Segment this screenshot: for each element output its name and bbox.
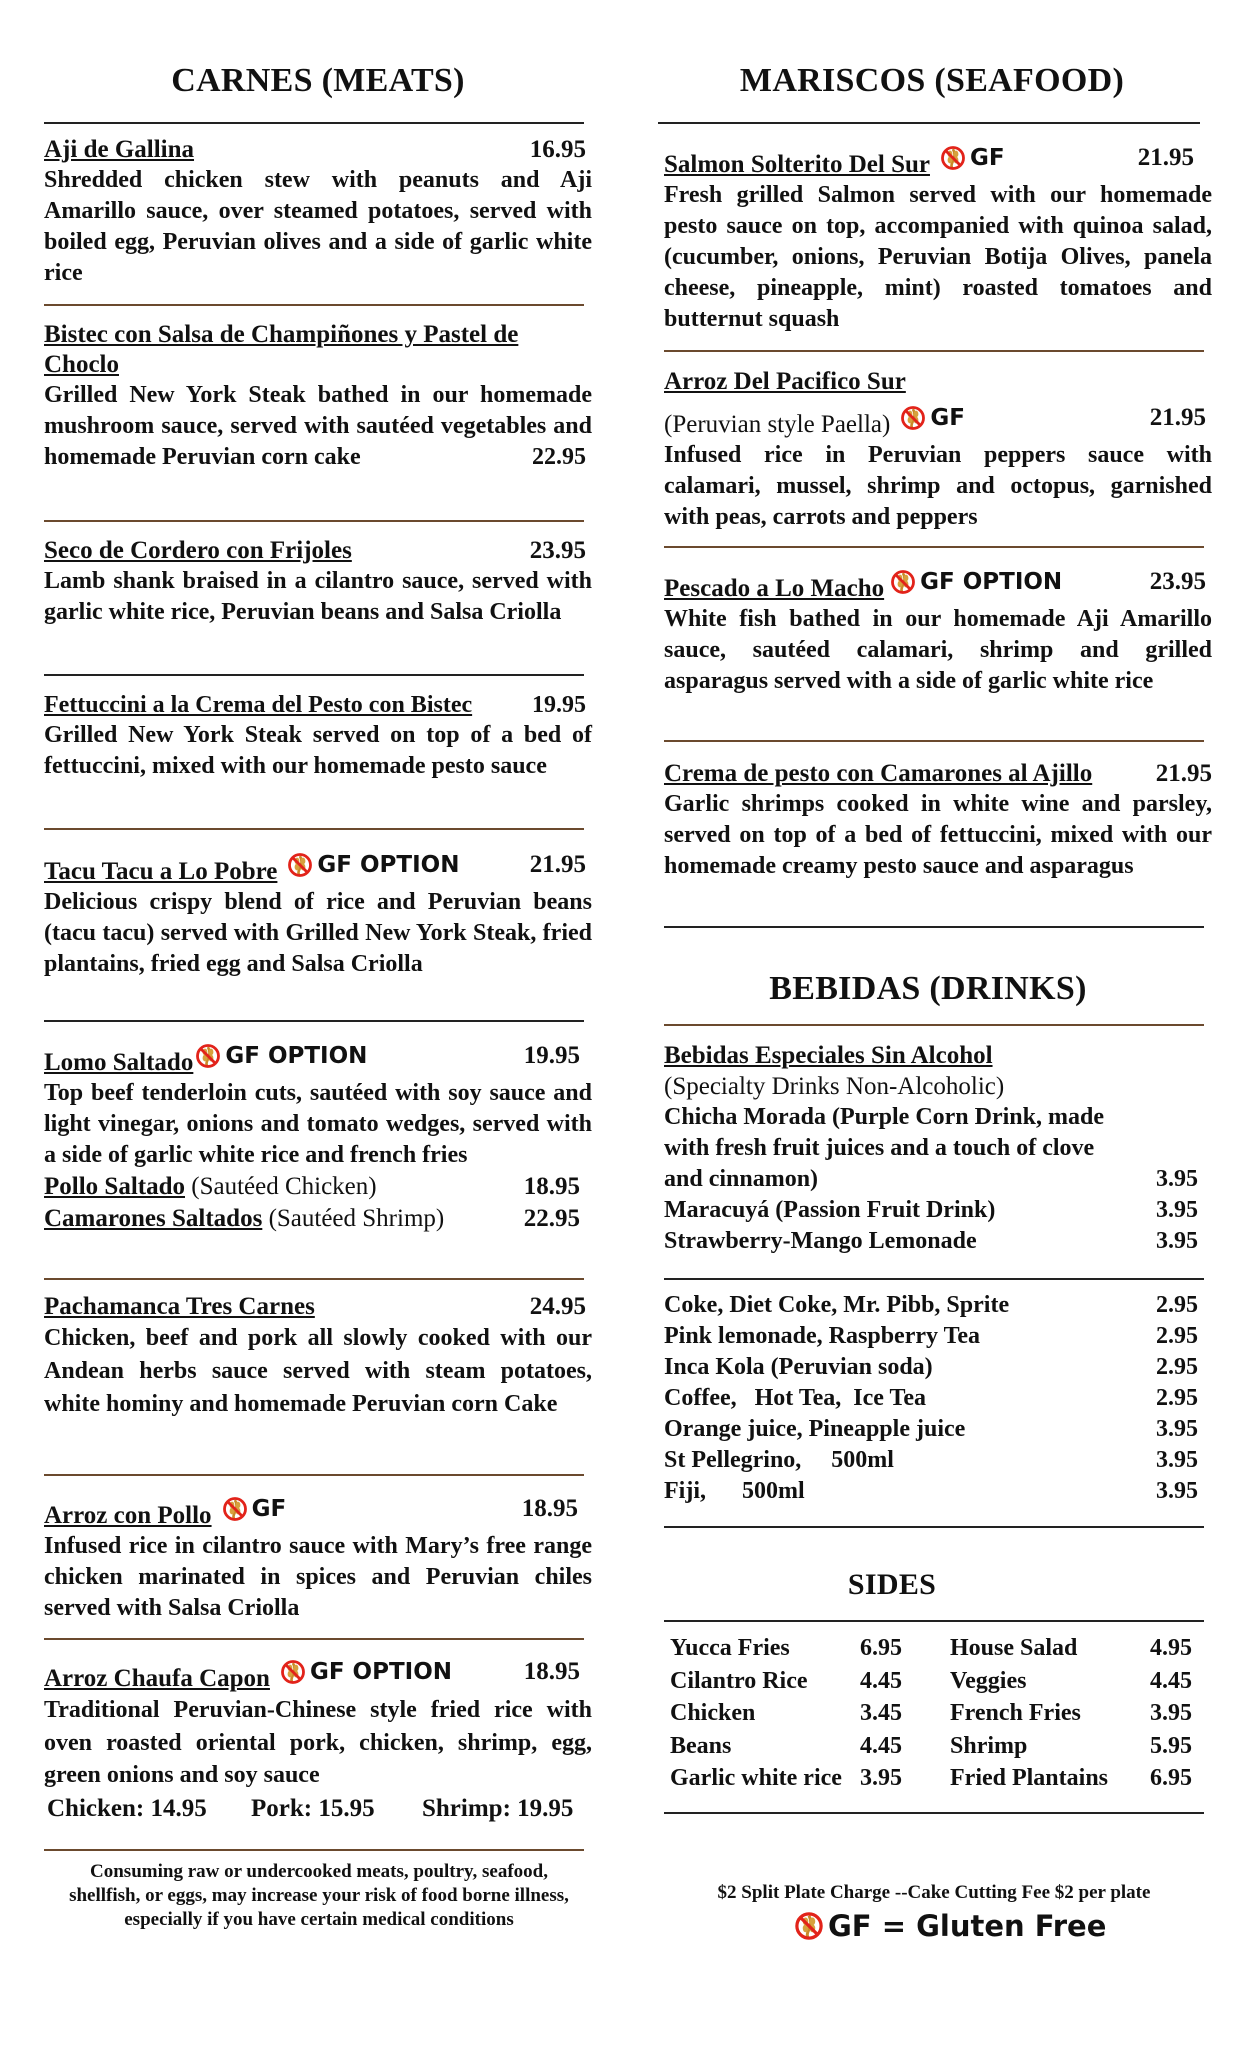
item-description: Infused rice in Peruvian peppers sauce with calamari, mussel, shrimp and octopus, garnished with peas, carrots and peppers [664,442,1212,530]
item-description: White fish bathed in our homemade Aji Amarillo sauce, sautéed calamari, shrimp and grilled asparagus served with a side of garlic white rice [664,606,1212,694]
sides-table [670,1632,1210,1795]
divider [44,828,584,830]
sides-row [670,1665,1210,1698]
item-price: 24.95 [529,1293,586,1320]
item-name: Bistec con Salsa de Champiñones y Pastel de Choclo [44,321,519,378]
side-name[interactable]: Fried Plantains [950,1765,1109,1791]
menu-item-arroz-con-pollo[interactable] [44,1494,592,1624]
menu-item-lomo-saltado[interactable] [44,1041,592,1235]
divider [44,304,584,306]
item-name: Salmon Solterito Del Sur [664,151,930,178]
gf-option-badge: GF OPTION [287,850,459,880]
drink-inca-kola[interactable]: Inca Kola (Peruvian soda) 2.95 [664,1354,1198,1380]
item-name: Crema de pesto con Camarones al Ajillo [664,760,1093,787]
no-gluten-icon [280,1659,306,1685]
gf-legend [794,1909,1106,1943]
side-name[interactable]: Beans [670,1732,732,1759]
side-price: 4.45 [860,1732,902,1759]
menu-item-seco-de-cordero[interactable] [44,536,592,628]
divider [664,1812,1204,1814]
item-price: 21.95 [1155,760,1212,787]
divider [664,1526,1204,1528]
item-description: Garlic shrimps cooked in white wine and parsley, served on top of a bed of fettuccini, mixed with our homemade creamy pesto sauce and asparagus [664,791,1212,879]
drink-chicha-morada[interactable]: and cinnamon) 3.95 [664,1166,1198,1192]
side-name[interactable]: French Fries [950,1700,1081,1726]
variant-camarones-saltados[interactable]: Camarones Saltados (Sautéed Shrimp) 22.95 [44,1205,580,1232]
drink-st-pellegrino[interactable]: St Pellegrino, 500ml 3.95 [664,1447,1198,1473]
item-description: Traditional Peruvian-Chinese style fried rice with oven roasted oriental pork, chicken, shrimp, egg, green onions and soy sauce [44,1697,592,1788]
item-name: Aji de Gallina [44,136,195,163]
regular-drinks [664,1290,1212,1507]
no-gluten-icon [940,145,966,171]
side-price: 6.95 [860,1635,902,1661]
no-gluten-icon [222,1496,248,1522]
divider [44,122,584,124]
divider [664,740,1204,742]
item-price: 19.95 [532,692,586,718]
side-price: 6.95 [1150,1765,1192,1791]
menu-item-tacu-tacu[interactable] [44,850,592,980]
gf-option-badge: GF OPTION [280,1657,452,1687]
menu-item-pachamanca[interactable] [44,1292,592,1421]
side-name[interactable]: Veggies [950,1667,1027,1694]
seafood-title: MARISCOS (SEAFOOD) [739,62,1125,99]
no-gluten-icon [287,852,313,878]
side-name[interactable]: House Salad [950,1635,1078,1661]
specialty-drinks-subtitle: (Specialty Drinks Non-Alcoholic) [664,1073,1005,1100]
side-name[interactable]: Yucca Fries [670,1635,790,1661]
item-price: 18.95 [521,1495,578,1522]
drink-chicha-morada-line-2[interactable]: with fresh fruit juices and a touch of clove [664,1135,1095,1161]
divider [44,1849,584,1851]
specialty-drinks-title: Bebidas Especiales Sin Alcohol [664,1042,993,1069]
variant-pollo-saltado[interactable]: Pollo Saltado (Sautéed Chicken) 18.95 [44,1173,580,1200]
divider [44,1020,584,1022]
drink-maracuya[interactable]: Maracuyá (Passion Fruit Drink) 3.95 [664,1197,1198,1223]
item-price: 21.95 [529,851,586,878]
item-name: Pescado a Lo Macho [664,575,885,602]
divider [664,1620,1204,1622]
item-name: Lomo Saltado [44,1049,194,1076]
side-name[interactable]: Garlic white rice [670,1765,842,1791]
item-name: Arroz Chaufa Capon [44,1665,270,1692]
side-price: 4.45 [1150,1667,1192,1694]
divider [44,674,584,676]
side-price: 4.95 [1150,1635,1192,1661]
item-description: Lamb shank braised in a cilantro sauce, served with garlic white rice, Peruvian beans and Salsa Criolla [44,568,592,625]
divider [664,926,1204,928]
item-description: Grilled New York Steak bathed in our homemade mushroom sauce, served with sautéed vegetables and homemade Peruvian corn cake [44,382,592,470]
item-price: 22.95 [532,444,586,470]
drink-lemonade-tea[interactable]: Pink lemonade, Raspberry Tea 2.95 [664,1323,1198,1349]
drinks-title: BEBIDAS (DRINKS) [769,970,1087,1007]
drink-sodas[interactable]: Coke, Diet Coke, Mr. Pibb, Sprite 2.95 [664,1292,1198,1318]
split-plate-charge: $2 Split Plate Charge --Cake Cutting Fee $2 per plate [717,1882,1151,1903]
gf-badge: GF [900,403,965,433]
no-gluten-icon [900,405,926,431]
item-price: 21.95 [1149,404,1206,431]
divider [664,546,1204,548]
side-price: 3.95 [1150,1700,1192,1726]
item-price: 21.95 [1137,144,1194,171]
divider [664,1278,1204,1280]
item-description: Chicken, beef and pork all slowly cooked with our Andean herbs sauce served with steam potatoes, white hominy and homemade Peruvian corn Cake [44,1325,592,1417]
item-subtitle: (Peruvian style Paella) [664,411,891,438]
menu-item-pescado-a-lo-macho[interactable] [664,567,1212,697]
gf-option-badge: GF OPTION [195,1041,367,1071]
side-price: 5.95 [1150,1732,1192,1759]
item-price: 19.95 [523,1042,580,1069]
side-price: 3.95 [860,1765,902,1791]
divider [44,1474,584,1476]
no-gluten-icon [794,1911,824,1941]
divider [658,122,1200,124]
no-gluten-icon [195,1043,221,1069]
item-description: Grilled New York Steak served on top of a bed of fettuccini, mixed with our homemade pesto sauce [44,722,592,779]
gf-badge: GF [222,1494,287,1524]
item-description: Infused rice in cilantro sauce with Mary’s free range chicken marinated in spices and Peruvian chiles served with Salsa Criolla [44,1533,592,1621]
side-price: 4.45 [860,1667,902,1694]
sides-title: SIDES [847,1568,937,1601]
menu-item-crema-de-pesto[interactable] [664,759,1212,882]
gf-option-badge: GF OPTION [890,567,1062,597]
item-name: Arroz con Pollo [44,1502,212,1529]
item-name: Arroz Del Pacifico Sur [664,368,906,395]
menu-item-aji-de-gallina[interactable] [44,135,592,289]
side-price: 3.45 [860,1700,902,1726]
sides-row [670,1697,1210,1730]
sides-row [670,1762,1210,1795]
item-name: Seco de Cordero con Frijoles [44,537,352,564]
divider [44,1278,584,1280]
item-name: Fettuccini a la Crema del Pesto con Bistec [44,692,473,718]
item-price: 23.95 [529,537,586,564]
divider [664,350,1204,352]
side-name[interactable]: Chicken [670,1700,756,1726]
item-description: Fresh grilled Salmon served with our homemade pesto sauce on top, accompanied with quinoa salad, (cucumber, onions, Peruvian Botija Olives, panela cheese, pineapple, mint) roasted tomatoes and butternut squash [664,182,1212,332]
item-price: 16.95 [529,136,586,163]
item-description: Top beef tenderloin cuts, sautéed with soy sauce and light vinegar, onions and tomato wedges, served with a side of garlic white rice and french fries [44,1080,592,1168]
drink-coffee-tea[interactable]: Coffee, Hot Tea, Ice Tea 2.95 [664,1385,1198,1411]
item-name: Tacu Tacu a Lo Pobre [44,858,278,885]
option-shrimp[interactable]: Shrimp: 19.95 [422,1794,574,1822]
drink-strawberry-mango-lemonade[interactable]: Strawberry-Mango Lemonade 3.95 [664,1228,1198,1254]
menu-item-arroz-chaufa[interactable] [44,1657,592,1826]
option-pork[interactable]: Pork: 15.95 [251,1794,375,1822]
specialty-drinks [664,1040,1212,1257]
food-safety-disclaimer: Consuming raw or undercooked meats, poultry, seafood, shellfish, or eggs, may increase your risk of food borne illness, especially if you have certain medical conditions [69,1861,569,1930]
gf-legend-text: GF = Gluten Free [828,1909,1107,1943]
option-chicken[interactable]: Chicken: 14.95 [47,1794,207,1822]
divider [44,520,584,522]
menu-item-arroz-del-pacifico[interactable] [664,367,1212,533]
item-name: Pachamanca Tres Carnes [44,1293,315,1320]
sides-row [670,1632,1210,1665]
divider [44,1638,584,1640]
menu-item-salmon-solterito[interactable] [664,143,1212,335]
divider [664,1024,1204,1026]
drink-juices[interactable]: Orange juice, Pineapple juice 3.95 [664,1416,1198,1442]
side-name[interactable]: Shrimp [950,1732,1028,1759]
meats-title: CARNES (MEATS) [171,62,465,99]
chaufa-protein-options [44,1792,592,1826]
item-description: Delicious crispy blend of rice and Peruvian beans (tacu tacu) served with Grilled New York Steak, fried plantains, fried egg and Salsa Criolla [44,889,592,977]
menu-item-bistec[interactable] [44,320,592,473]
item-price: 18.95 [523,1658,580,1685]
gf-badge: GF [940,143,1005,173]
side-name[interactable]: Cilantro Rice [670,1667,808,1694]
sides-row [670,1730,1210,1763]
menu-item-fettuccini[interactable] [44,690,592,782]
no-gluten-icon [890,569,916,595]
drink-fiji[interactable]: Fiji, 500ml 3.95 [664,1478,1198,1504]
item-description: Shredded chicken stew with peanuts and Aji Amarillo sauce, over steamed potatoes, served with boiled egg, Peruvian olives and a side of garlic white rice [44,167,592,286]
item-price: 23.95 [1149,568,1206,595]
drink-chicha-morada-line-1[interactable]: Chicha Morada (Purple Corn Drink, made [664,1104,1104,1130]
